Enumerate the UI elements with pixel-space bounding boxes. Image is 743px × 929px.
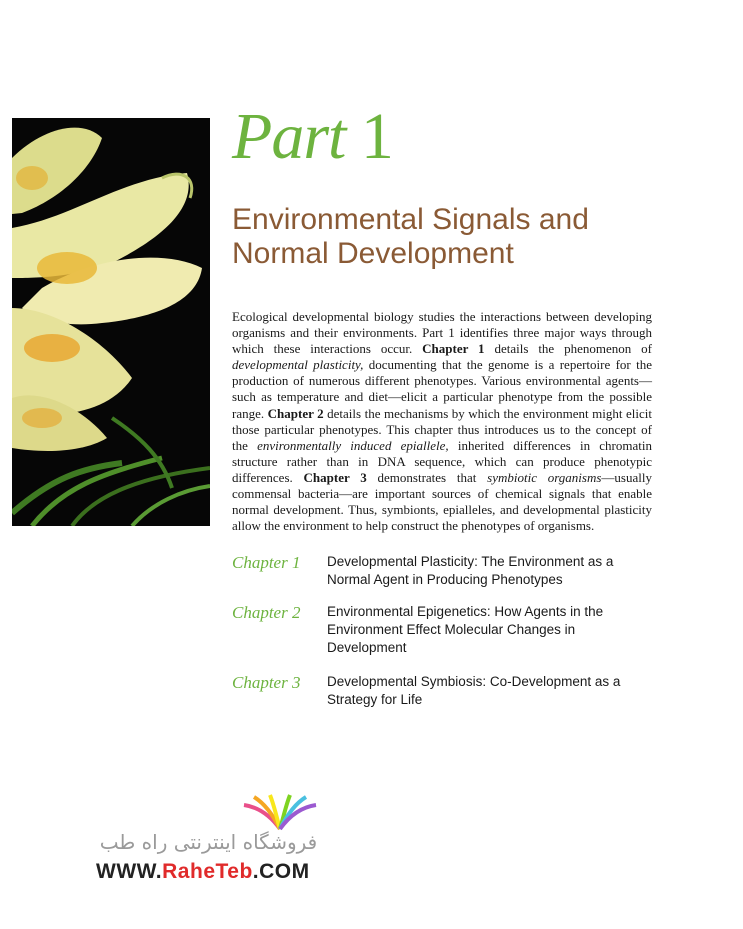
intro-text: Ecological developmental biology studies the interactions between developing organisms and their environments. Part 1 identifies three major ways through which these interactions occur. bbox=[232, 309, 652, 357]
section-title bbox=[232, 203, 712, 271]
flower-photo bbox=[12, 118, 210, 526]
intro-term: developmental plasticity, bbox=[232, 357, 364, 373]
intro-term: environmentally induced epiallele, bbox=[257, 437, 449, 453]
intro-text: details the phenomenon of bbox=[484, 341, 652, 357]
intro-text: demonstrates that bbox=[366, 469, 488, 485]
intro-text: details the mechanisms by which the environment might elicit those particular phenotypes. This chapter thus introduces us to the concept of the bbox=[232, 405, 653, 453]
chapter-title: Developmental Plasticity: The Environment as a Normal Agent in Producing Phenotypes bbox=[327, 554, 614, 587]
url-suffix: .COM bbox=[252, 860, 310, 883]
watermark-url[interactable] bbox=[96, 860, 310, 884]
intro-chapter-ref: Chapter 1 bbox=[422, 341, 485, 357]
chapter-title: Developmental Symbiosis: Co-Development as a Strategy for Life bbox=[327, 674, 621, 707]
url-brand: RaheTeb bbox=[162, 860, 253, 883]
intro-text: inherited differences in chromatin structure rather than in DNA sequence, which can produce phenotypic differences. bbox=[232, 437, 652, 485]
chapter-item[interactable] bbox=[232, 673, 672, 709]
intro-chapter-ref: Chapter 2 bbox=[267, 405, 324, 421]
chapter-title: Environmental Epigenetics: How Agents in the Environment Effect Molecular Changes in Development bbox=[327, 604, 604, 655]
intro-paragraph bbox=[232, 309, 652, 534]
section-title-line1: Environmental Signals and bbox=[232, 203, 589, 236]
chapter-item[interactable] bbox=[232, 553, 672, 589]
chapter-label: Chapter 2 bbox=[232, 603, 301, 622]
intro-term: symbiotic organisms bbox=[487, 469, 602, 485]
url-prefix: WWW. bbox=[96, 860, 163, 883]
chapter-list bbox=[232, 553, 672, 709]
part-title bbox=[232, 100, 393, 173]
part-word: Part bbox=[232, 100, 346, 173]
section-title-line2: Normal Development bbox=[232, 237, 514, 270]
chapter-label: Chapter 3 bbox=[232, 673, 301, 692]
chapter-label: Chapter 1 bbox=[232, 553, 301, 572]
intro-text: —usually commensal bacteria—are important sources of chemical signals that enable normal development. Thus, symbionts, epialleles, and developmental plasticity allow the environment to help construct the phenotypes of organisms. bbox=[232, 469, 652, 534]
chapter-item[interactable] bbox=[232, 603, 672, 657]
intro-chapter-ref: Chapter 3 bbox=[303, 469, 367, 485]
watermark-persian-text: فروشگاه اینترنتی راه طب bbox=[99, 830, 318, 854]
intro-text: documenting that the genome is a repertoire for the production of numerous different phenotypes. Various environmental agents—such as temperature and diet—elicit a particular phenotype from the possible range. bbox=[232, 357, 652, 421]
part-number: 1 bbox=[360, 100, 393, 173]
